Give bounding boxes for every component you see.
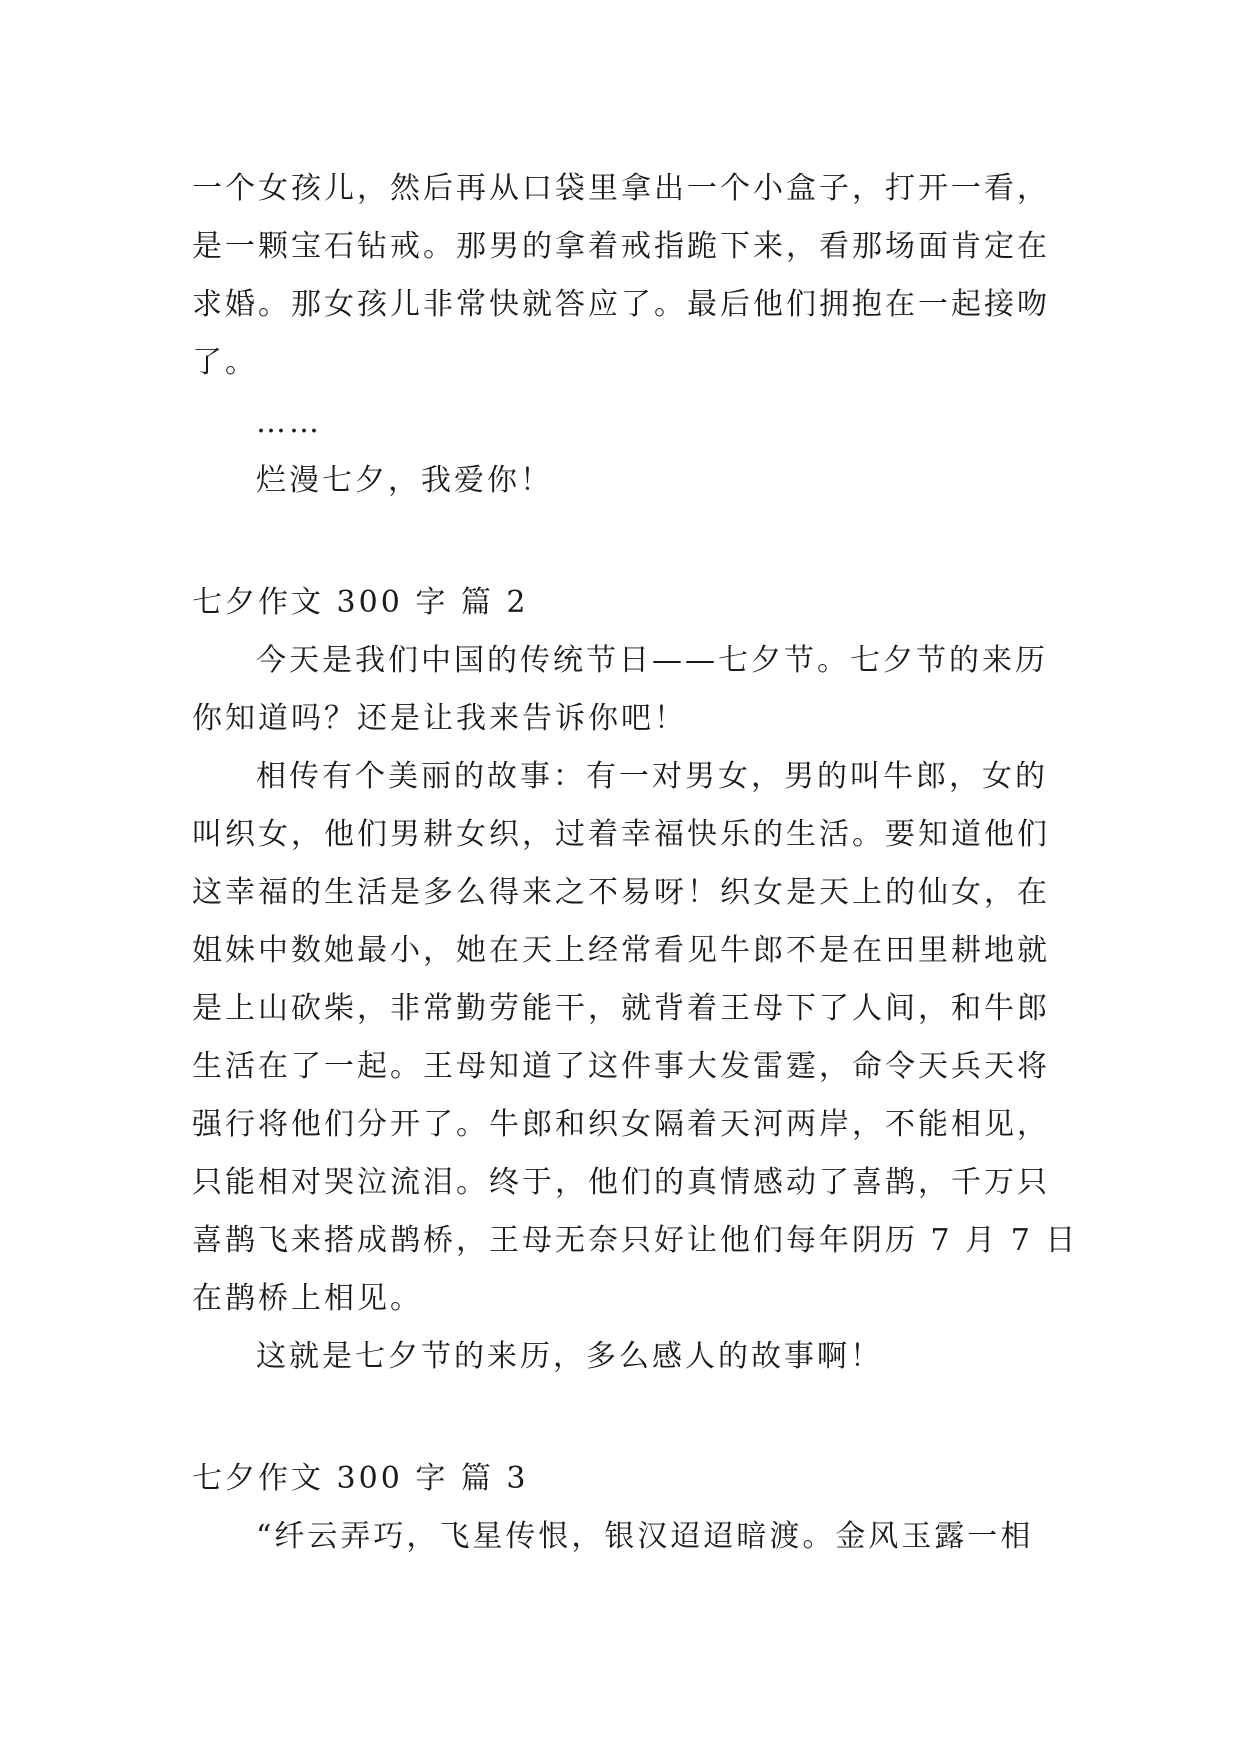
paragraph-line: 求婚。那女孩儿非常快就答应了。最后他们拥抱在一起接吻 [192, 287, 1050, 322]
paragraph-line: “纤云弄巧，飞星传恨，银汉迢迢暗渡。金风玉露一相 [256, 1519, 1034, 1554]
closing-line: 烂漫七夕，我爱你！ [256, 463, 553, 498]
section-heading-2: 七夕作文 300 字 篇 2 [192, 585, 529, 620]
paragraph-line: 生活在了一起。王母知道了这件事大发雷霆，命令天兵天将 [192, 1049, 1050, 1084]
paragraph-line: 今天是我们中国的传统节日——七夕节。七夕节的来历 [256, 643, 1048, 678]
paragraph-line: 强行将他们分开了。牛郎和织女隔着天河两岸，不能相见， [192, 1107, 1050, 1142]
paragraph-line: 一个女孩儿，然后再从口袋里拿出一个小盒子，打开一看， [192, 171, 1050, 206]
paragraph-line: 了。 [192, 345, 258, 380]
paragraph-line: 是上山砍柴，非常勤劳能干，就背着王母下了人间，和牛郎 [192, 991, 1050, 1026]
paragraph-line: 是一颗宝石钻戒。那男的拿着戒指跪下来，看那场面肯定在 [192, 229, 1050, 264]
paragraph-line: 只能相对哭泣流泪。终于，他们的真情感动了喜鹊，千万只 [192, 1165, 1050, 1200]
paragraph-line: 这幸福的生活是多么得来之不易呀！织女是天上的仙女，在 [192, 875, 1050, 910]
ellipsis-line: …… [256, 405, 322, 440]
paragraph-line: 在鹊桥上相见。 [192, 1281, 423, 1316]
paragraph-line: 喜鹊飞来搭成鹊桥，王母无奈只好让他们每年阴历 7 月 7 日 [192, 1223, 1079, 1258]
paragraph-line: 你知道吗？还是让我来告诉你吧！ [192, 701, 687, 736]
paragraph-line: 这就是七夕节的来历，多么感人的故事啊！ [256, 1339, 883, 1374]
paragraph-line: 相传有个美丽的故事：有一对男女，男的叫牛郎，女的 [256, 759, 1048, 794]
section-heading-3: 七夕作文 300 字 篇 3 [192, 1461, 529, 1496]
paragraph-line: 姐妹中数她最小，她在天上经常看见牛郎不是在田里耕地就 [192, 933, 1050, 968]
paragraph-line: 叫织女，他们男耕女织，过着幸福快乐的生活。要知道他们 [192, 817, 1050, 852]
